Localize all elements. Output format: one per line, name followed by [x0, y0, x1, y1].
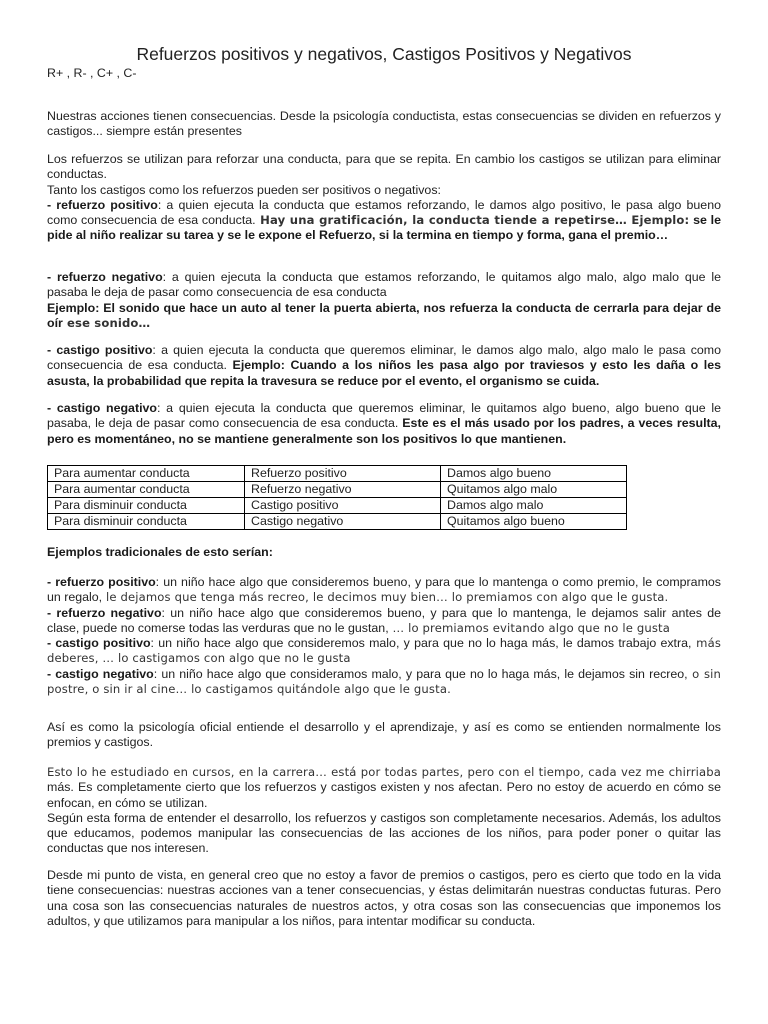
def-refuerzo-positivo-text: : a quien ejecuta la conducta que estamos reforzando, le damos algo positivo, le pasa algo bueno como consecuencia de esa conducta. — [47, 197, 721, 228]
example-term: - refuerzo positivo — [47, 575, 156, 589]
table-cell: Para aumentar conducta — [48, 466, 245, 482]
def-refuerzo-negativo — [47, 270, 721, 331]
def-castigo-positivo-text: : a quien ejecuta la conducta que queremos eliminar, le damos algo malo, algo malo le pasa como consecuencia de esa conducta. — [47, 343, 722, 373]
estudiado-text: más. Es completamente cierto que los refuerzos y castigos existen y nos afectan. Pero no estoy de acuerdo en cómo se enfocan, en cómo se utilizan. — [47, 780, 721, 810]
page-title: Refuerzos positivos y negativos, Castigos Positivos y Negativos — [136, 44, 632, 64]
conclusion-paragraph — [47, 868, 721, 929]
table-cell: Para aumentar conducta — [48, 482, 245, 498]
example-text: : un niño hace algo que consideramos malo, y para que no lo haga más, le dejamos sin recreo, — [153, 666, 688, 681]
def-refuerzo-negativo-example: Ejemplo: El sonido que hace un auto al tener la puerta abierta, nos refuerza la conducta de cerrarla para dejar de oír — [47, 300, 721, 330]
asi-text: Así es como la psicología oficial entiende el desarrollo y el aprendizaje, y así es como se entienden normalmente los premios y castigos. — [47, 720, 721, 750]
table-row — [48, 482, 627, 498]
summary-table — [47, 465, 627, 530]
table-cell: Refuerzo negativo — [245, 482, 441, 498]
table-cell: Para disminuir conducta — [48, 514, 245, 530]
def-refuerzo-positivo-example-detail: se le pide al niño realizar su tarea y se le expone el Refuerzo, si la termina en tiempo y forma, gana el premio… — [47, 213, 721, 243]
def-refuerzo-positivo-example: Hay una gratificación, la conducta tiende a repetirse… Ejemplo: — [255, 213, 690, 228]
table-cell: Damos algo bueno — [441, 466, 627, 482]
example-text: : un niño hace algo que consideremos malo, y para que no lo haga más, le damos trabajo extra, — [150, 636, 692, 651]
def-castigo-positivo-example: Ejemplo: Cuando a los niños les pasa algo por traviesos y esto les daña o les asusta, la probabilidad que repita la travesura se reduce por el evento, el organismo se cuida. — [47, 358, 722, 388]
examples-heading — [47, 545, 721, 560]
example-text-alt: … lo premiamos evitando algo que no le gusta — [388, 620, 671, 635]
table-cell: Damos algo malo — [441, 498, 627, 514]
term-refuerzo-positivo: - refuerzo positivo — [47, 197, 158, 212]
estudiado-paragraph — [47, 765, 721, 857]
example-text: : un niño hace algo que consideremos bueno, y para que lo mantenga o como premio, le compramos un regalo, — [47, 575, 721, 605]
def-castigo-negativo-note: Este es el más usado por los padres, a veces resulta, pero es momentáneo, no se mantiene generalmente son los positivos lo que mantienen. — [47, 416, 722, 446]
def-refuerzo-negativo-example-end: ese sonido… — [62, 315, 151, 330]
example-castigo-negativo — [47, 667, 721, 698]
examples-heading-text: Ejemplos tradicionales de esto serían: — [47, 545, 273, 559]
table-row — [48, 514, 627, 530]
definitions-paragraph — [47, 152, 721, 244]
example-refuerzo-positivo — [47, 575, 721, 606]
examples-list — [47, 575, 721, 697]
def-refuerzo-negativo-text: : a quien ejecuta la conducta que estamos reforzando, le quitamos algo malo, algo malo que le pasaba le deja de pasar como consecuencia de esa conducta — [47, 270, 721, 300]
def-castigo-negativo-text: : a quien ejecuta la conducta que queremos eliminar, le quitamos algo bueno, algo bueno que le pasaba, le deja de pasar como consecuencia de esa conducta. — [47, 401, 721, 431]
example-term: - castigo negativo — [47, 666, 154, 681]
table-cell: Quitamos algo malo — [441, 482, 627, 498]
table-row — [48, 498, 627, 514]
def-refuerzo-positivo — [47, 198, 721, 244]
example-text-alt: le dejamos que tenga más recreo, le decimos muy bien… lo premiamos con algo que le gusta. — [102, 590, 669, 605]
definitions-line1: Los refuerzos se utilizan para reforzar una conducta, para que se repita. En cambio los castigos se utilizan para eliminar conductas. — [47, 152, 721, 182]
def-castigo-positivo — [47, 343, 721, 389]
table-cell: Para disminuir conducta — [48, 498, 245, 514]
table-cell: Quitamos algo bueno — [441, 514, 627, 530]
table-cell: Castigo negativo — [245, 514, 441, 530]
table-row — [48, 466, 627, 482]
term-castigo-negativo: - castigo negativo — [47, 401, 157, 415]
example-text-alt: más deberes, … lo castigamos con algo que no le gusta — [47, 636, 722, 666]
definitions-line2: Tanto los castigos como los refuerzos pueden ser positivos o negativos: — [47, 182, 441, 197]
table-cell: Refuerzo positivo — [245, 466, 441, 482]
example-term: - castigo positivo — [47, 636, 151, 651]
estudiado-line2: Según esta forma de entender el desarrollo, los refuerzos y castigos son completamente necesarios. Además, los adultos que educamos, podemos manipular las consecuencias de las acciones de los niños, para poder poner o quitar las conductas que nos interesen. — [47, 810, 721, 856]
example-refuerzo-negativo — [47, 606, 721, 637]
example-text-alt: o sin postre, o sin ir al cine… lo castigamos quitándole algo que le gusta. — [47, 666, 722, 697]
term-refuerzo-negativo: - refuerzo negativo — [47, 270, 163, 284]
example-castigo-positivo — [47, 636, 721, 667]
intro-text: Nuestras acciones tienen consecuencias. Desde la psicología conductista, estas consecuencias se dividen en refuerzos y castigos... siempre están presentes — [47, 109, 721, 139]
asi-paragraph — [47, 720, 721, 751]
term-castigo-positivo: - castigo positivo — [47, 343, 153, 357]
estudiado-alt-text: Esto lo he estudiado en cursos, en la carrera… está por todas partes, pero con el tiempo, cada vez me chirriaba — [47, 765, 721, 779]
intro-paragraph — [47, 109, 721, 140]
subtitle: R+ , R- , C+ , C- — [47, 66, 137, 80]
conclusion-text: Desde mi punto de vista, en general creo que no estoy a favor de premios o castigos, pero es cierto que todo en la vida tiene consecuencias: nuestras acciones van a tener consecuencias, y éstas delimitarán nuestras conductas futuras. Pero una cosa son las consecuencias naturales de nuestros actos, y otra cosas son las consecuencias que imponemos los adultos, y que utilizamos para manipular a los niños, para intentar modificar su conducta. — [47, 868, 721, 928]
def-castigo-negativo — [47, 401, 721, 447]
example-term: - refuerzo negativo — [47, 605, 162, 620]
table-cell: Castigo positivo — [245, 498, 441, 514]
example-text: : un niño hace algo que consideremos bueno, y para que lo mantenga, le dejamos salir antes de clase, puede no comerse todas las verduras que no le gustan, — [47, 605, 721, 635]
